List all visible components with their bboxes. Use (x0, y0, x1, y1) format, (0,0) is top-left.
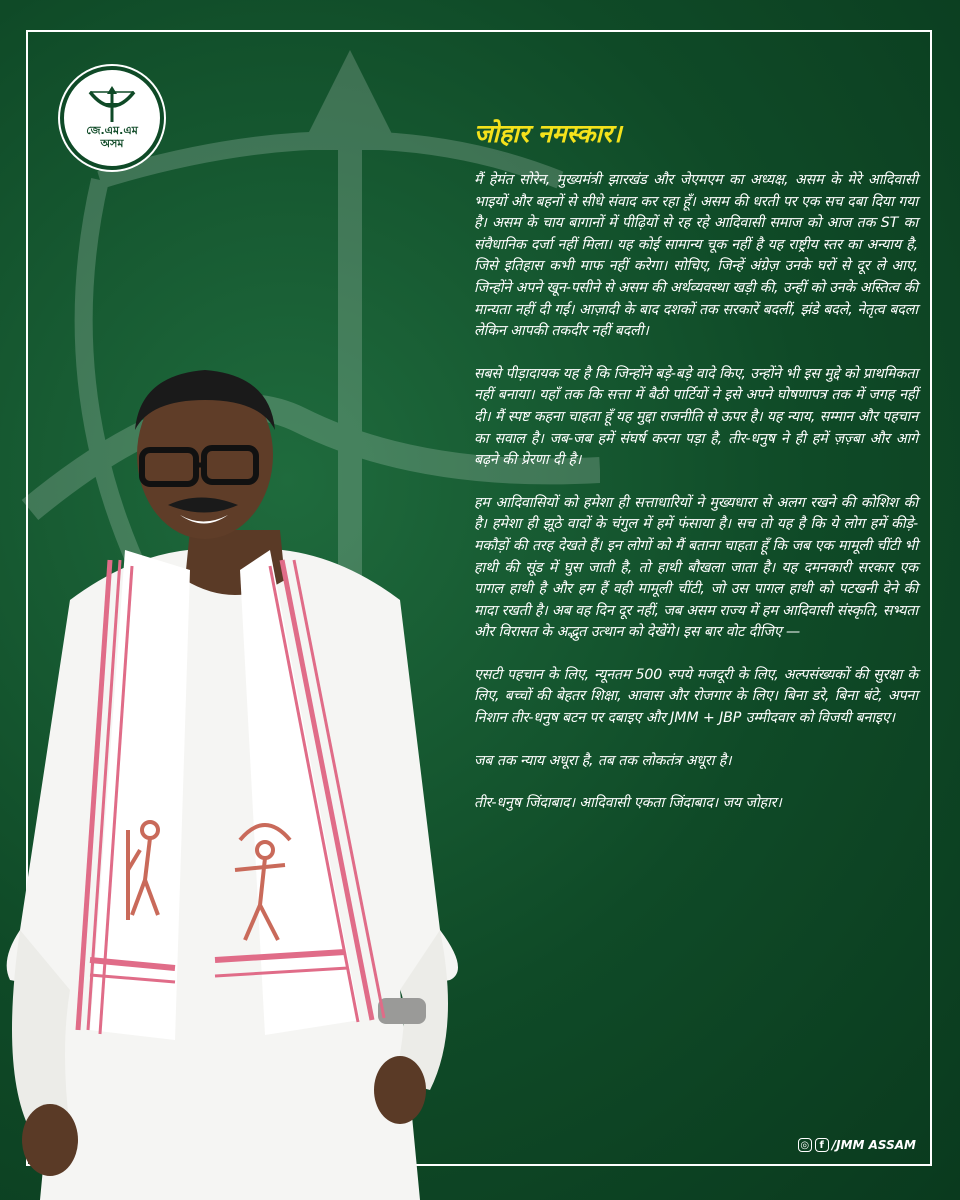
social-handle (798, 1138, 916, 1152)
message-content (474, 118, 918, 836)
leader-portrait (0, 370, 470, 1200)
logo-line-2: অসম (100, 137, 124, 150)
bow-arrow-icon (84, 86, 140, 124)
logo-line-1: জে.এম.এম (86, 124, 138, 137)
instagram-icon[interactable]: ◎ (798, 1138, 812, 1152)
paragraph-3: हम आदिवासियों को हमेशा ही सत्ताधारियों ने मुख्यधारा से अलग रखने की कोशिश की है। हमेशा ही झूठे वादों के चंगुल में हमें फंसाया है। सच तो यह है कि ये लोग हमें कीड़े-मकौड़ों की तरह देखते हैं। इन लोगों को मैं बताना चाहता हूँ कि जब एक मामूली चींटी भी हाथी की सूंड में घुस जाती है, तो हाथी बौखला जाता है। यह दमनकारी सरकार एक पागल हाथी है और हम हैं वही मामूली चींटी, जो उस पागल हाथी को पटखनी देने की मादा रखती है। अब वह दिन दूर नहीं, जब असम राज्य में हम आदिवासी संस्कृति, सभ्यता और विरासत के अद्भुत उत्थान को देखेंगे। इस बार वोट दीजिए — (474, 494, 918, 641)
social-handle-text: /JMM ASSAM (831, 1138, 916, 1152)
facebook-icon[interactable]: f (815, 1138, 829, 1152)
jmm-logo (60, 66, 164, 170)
paragraph-1: मैं हेमंत सोरेन, मुख्यमंत्री झारखंड और जेएमएम का अध्यक्ष, असम के मेरे आदिवासी भाइयों और बहनों से सीधे संवाद कर रहा हूँ। असम की धरती पर एक सच दबा दिया गया है। असम के चाय बागानों में पीढ़ियों से रह रहे आदिवासी समाज को आज तक ST का संवैधानिक दर्जा नहीं मिला। यह कोई सामान्य चूक नहीं है यह राष्ट्रीय स्तर का अन्याय है, जिसे इतिहास कभी माफ नहीं करेगा। सोचिए, जिन्हें अंग्रेज़ उनके घरों से दूर ले आए, जिन्होंने अपने खून-पसीने से असम की अर्थव्यवस्था खड़ी की, उन्हीं को उनके अस्तित्व की मान्यता नहीं दी गई। आज़ादी के बाद दशकों तक सरकारें बदलीं, झंडे बदले, नेतृत्व बदला लेकिन आपकी तकदीर नहीं बदली। (474, 172, 918, 340)
paragraph-6: तीर-धनुष जिंदाबाद। आदिवासी एकता जिंदाबाद। जय जोहार। (474, 795, 782, 812)
paragraph-5: जब तक न्याय अधूरा है, तब तक लोकतंत्र अधूरा है। (474, 752, 732, 769)
greeting-heading: जोहार नमस्कार। (474, 119, 622, 148)
paragraph-2: सबसे पीड़ादायक यह है कि जिन्होंने बड़े-बड़े वादे किए, उन्होंने भी इस मुद्दे को प्राथमिकता नहीं बनाया। यहाँ तक कि सत्ता में बैठी पार्टियों ने इसे अपने घोषणापत्र तक में जगह नहीं दी। मैं स्पष्ट कहना चाहता हूँ यह मुद्दा राजनीति से ऊपर है। यह न्याय, सम्मान और पहचान का सवाल है। जब-जब हमें संघर्ष करना पड़ा है, तीर-धनुष ने ही हमें ज़ज़्बा और आगे बढ़ने की प्रेरणा दी है। (474, 365, 918, 469)
paragraph-4: एसटी पहचान के लिए, न्यूनतम 500 रुपये मजदूरी के लिए, अल्पसंख्यकों की सुरक्षा के लिए, बच्चों की बेहतर शिक्षा, आवास और रोजगार के लिए। बिना डरे, बिना बंटे, अपना निशान तीर-धनुष बटन पर दबाइए और JMM + JBP उम्मीदवार को विजयी बनाइए। (474, 666, 918, 727)
